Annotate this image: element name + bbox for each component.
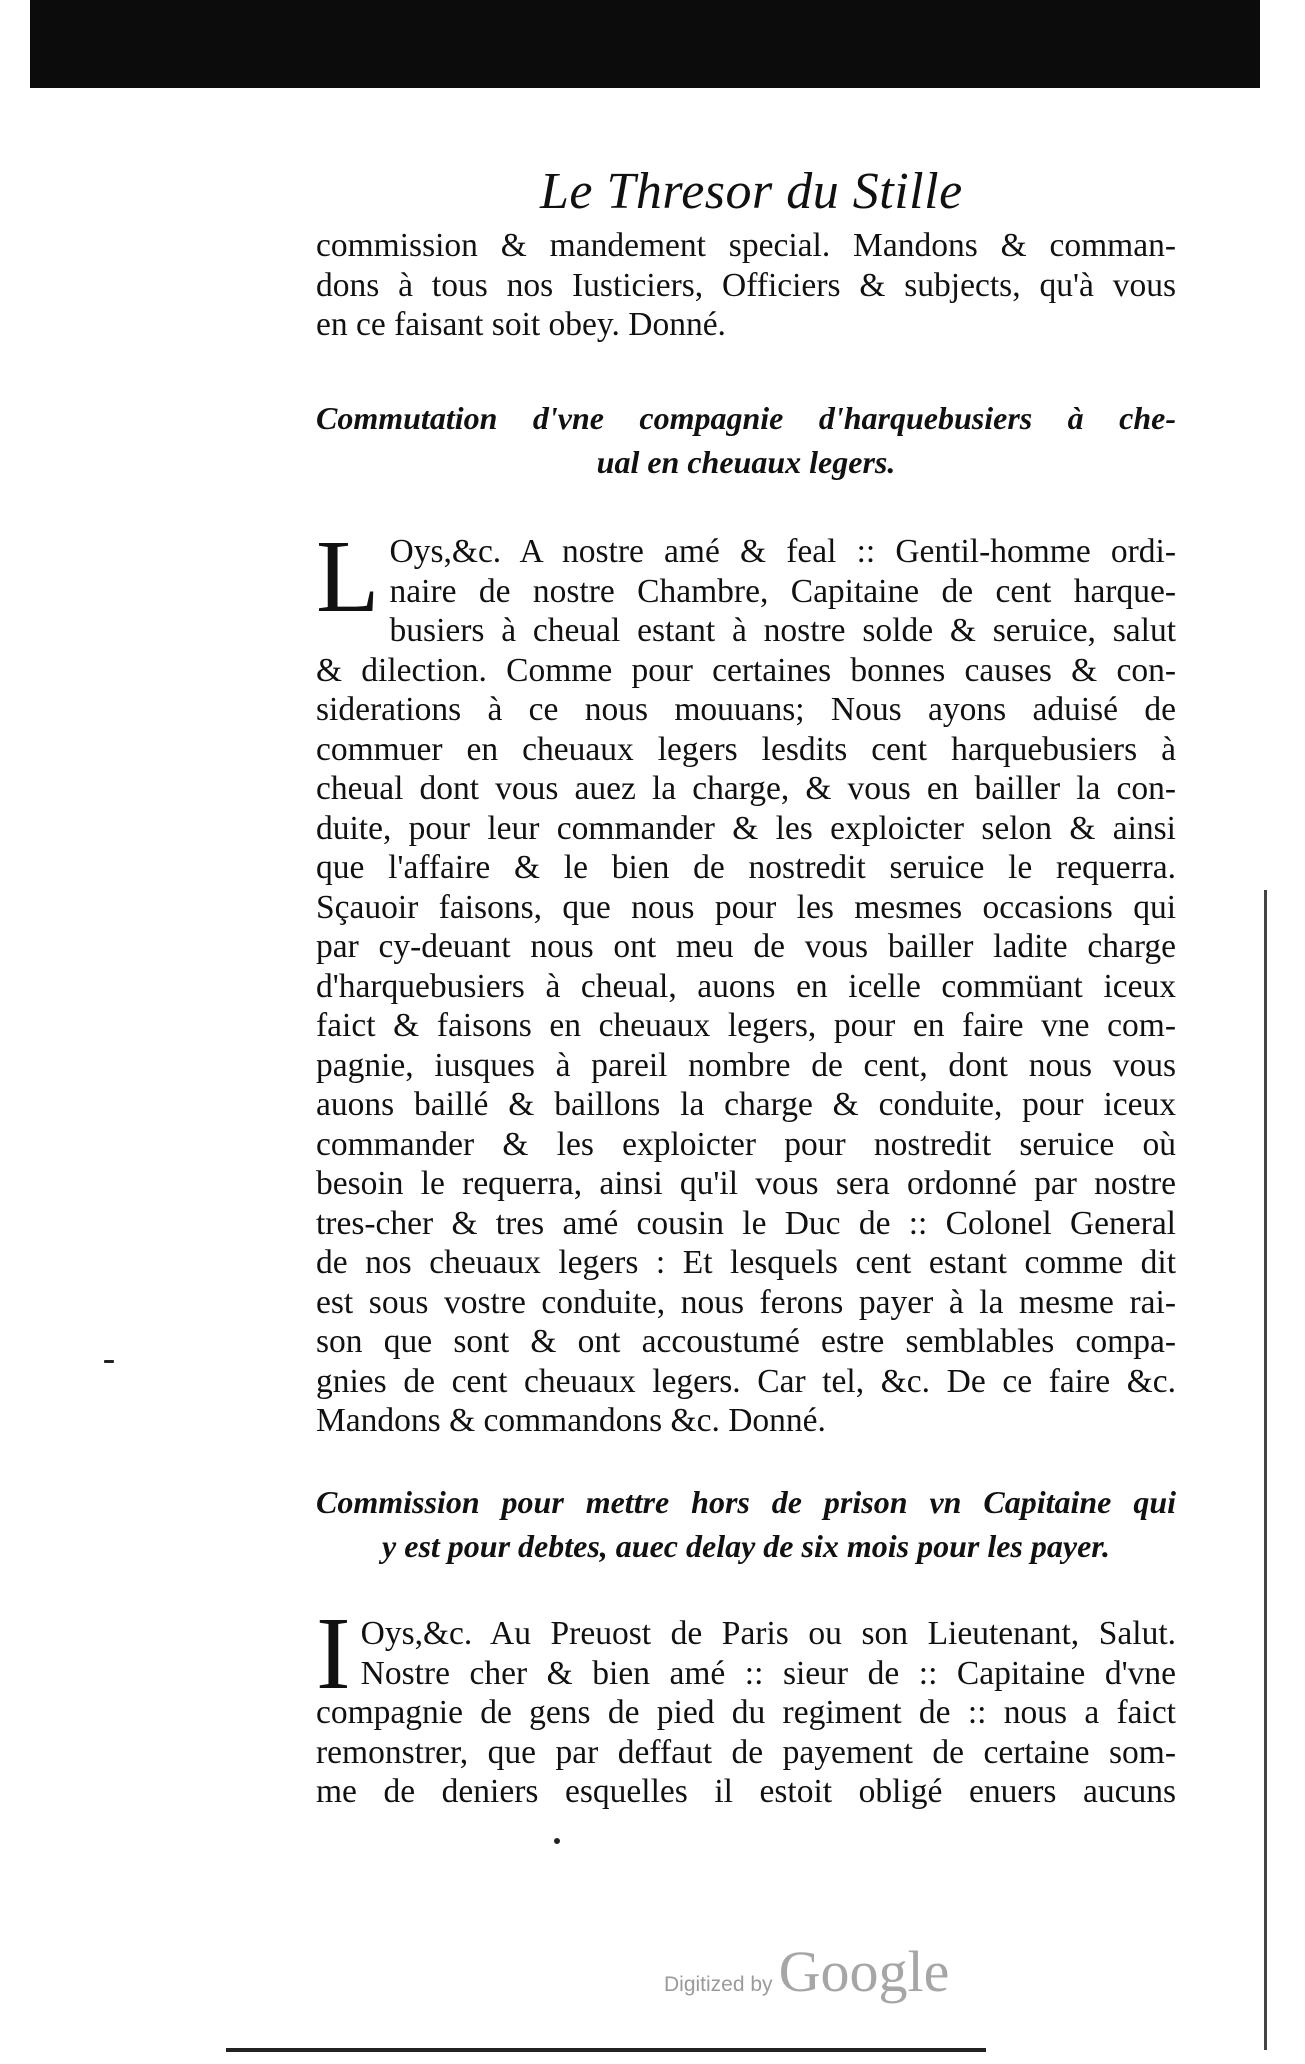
text-line: commission & mandement special. Mandons & comman- — [316, 227, 1176, 264]
ink-speck — [104, 1360, 114, 1363]
watermark-caption: Digitized by — [664, 1973, 773, 1996]
text-line: dons à tous nos Iusticiers, Officiers & subjects, qu'à vous — [316, 266, 1176, 304]
running-head: Le Thresor du Stille — [540, 163, 963, 220]
text-line: Nostre cher & bien amé :: sieur de :: Capitaine d'vne — [360, 1654, 1176, 1692]
text-line: tres-cher & tres amé cousin le Duc de :: Colonel General — [316, 1204, 1176, 1242]
page-edge-shadow — [1264, 890, 1267, 2050]
scan-bottom-edge — [226, 2048, 986, 2052]
text-line: duite, pour leur commander & les exploicter selon & ainsi — [316, 809, 1176, 847]
text-line: besoin le requerra, ainsi qu'il vous sera ordonné par nostre — [316, 1165, 1176, 1202]
heading-line: y est pour debtes, auec delay de six mois pour les payer. — [382, 1528, 1110, 1564]
ink-speck — [554, 1838, 560, 1844]
heading-line: Commutation d'vne compagnie d'harquebusiers à che- — [316, 400, 1176, 436]
section2-heading — [316, 1480, 1176, 1568]
watermark-logo: Google — [778, 1939, 950, 2004]
opening-paragraph — [316, 226, 1176, 345]
text-line: Sçauoir faisons, que nous pour les mesmes occasions qui — [316, 888, 1176, 926]
text-line: & dilection. Comme pour certaines bonnes causes & con- — [316, 651, 1176, 689]
text-line: cheual dont vous auez la charge, & vous en bailler la con- — [316, 770, 1176, 807]
text-line: faict & faisons en cheuaux legers, pour en faire vne com- — [316, 1007, 1176, 1044]
text-line: commuer en cheuaux legers lesdits cent harquebusiers à — [316, 730, 1176, 768]
text-line: naire de nostre Chambre, Capitaine de cent harque- — [389, 572, 1176, 610]
text-line: son que sont & ont accoustumé estre semblables compa- — [316, 1323, 1176, 1360]
section2-body — [316, 1596, 1176, 1812]
heading-line: ual en cheuaux legers. — [596, 444, 896, 480]
text-line: que l'affaire & le bien de nostredit seruice le requerra. — [316, 849, 1176, 886]
text-line: d'harquebusiers à cheual, auons en icelle commüant iceux — [316, 967, 1176, 1005]
scan-top-border — [30, 0, 1260, 88]
text-line: me de deniers esquelles il estoit obligé enuers aucuns — [316, 1773, 1176, 1810]
text-line: siderations à ce nous mouuans; Nous ayons aduisé de — [316, 691, 1176, 728]
text-line: pagnie, iusques à pareil nombre de cent, dont nous vous — [316, 1046, 1176, 1084]
text-line: par cy-deuant nous ont meu de vous bailler ladite charge — [316, 928, 1176, 965]
section1-body — [316, 519, 1176, 1441]
text-line: en ce faisant soit obey. Donné. — [316, 306, 726, 343]
text-line: de nos cheuaux legers : Et lesquels cent estant comme dit — [316, 1244, 1176, 1281]
drop-cap: I — [316, 1596, 351, 1711]
text-line: est sous vostre conduite, nous ferons payer à la mesme rai- — [316, 1283, 1176, 1321]
digitization-watermark — [664, 1938, 949, 2005]
text-line: compagnie de gens de pied du regiment de :: nous a faict — [316, 1694, 1176, 1731]
text-line: busiers à cheual estant à nostre solde & seruice, salut — [389, 612, 1176, 649]
section1-heading — [316, 396, 1176, 484]
text-line: Mandons & commandons &c. Donné. — [316, 1402, 826, 1439]
text-line: commander & les exploicter pour nostredit seruice où — [316, 1125, 1176, 1163]
drop-cap: L — [316, 519, 380, 634]
text-line: gnies de cent cheuaux legers. Car tel, &c. De ce faire &c. — [316, 1362, 1176, 1400]
text-line: auons baillé & baillons la charge & conduite, pour iceux — [316, 1086, 1176, 1123]
heading-line: Commission pour mettre hors de prison vn Capitaine qui — [316, 1484, 1176, 1520]
text-line: Oys,&c. A nostre amé & feal :: Gentil-homme ordi- — [389, 533, 1176, 570]
text-line: remonstrer, que par deffaut de payement de certaine som- — [316, 1733, 1176, 1771]
text-line: Oys,&c. Au Preuost de Paris ou son Lieutenant, Salut. — [360, 1615, 1176, 1652]
